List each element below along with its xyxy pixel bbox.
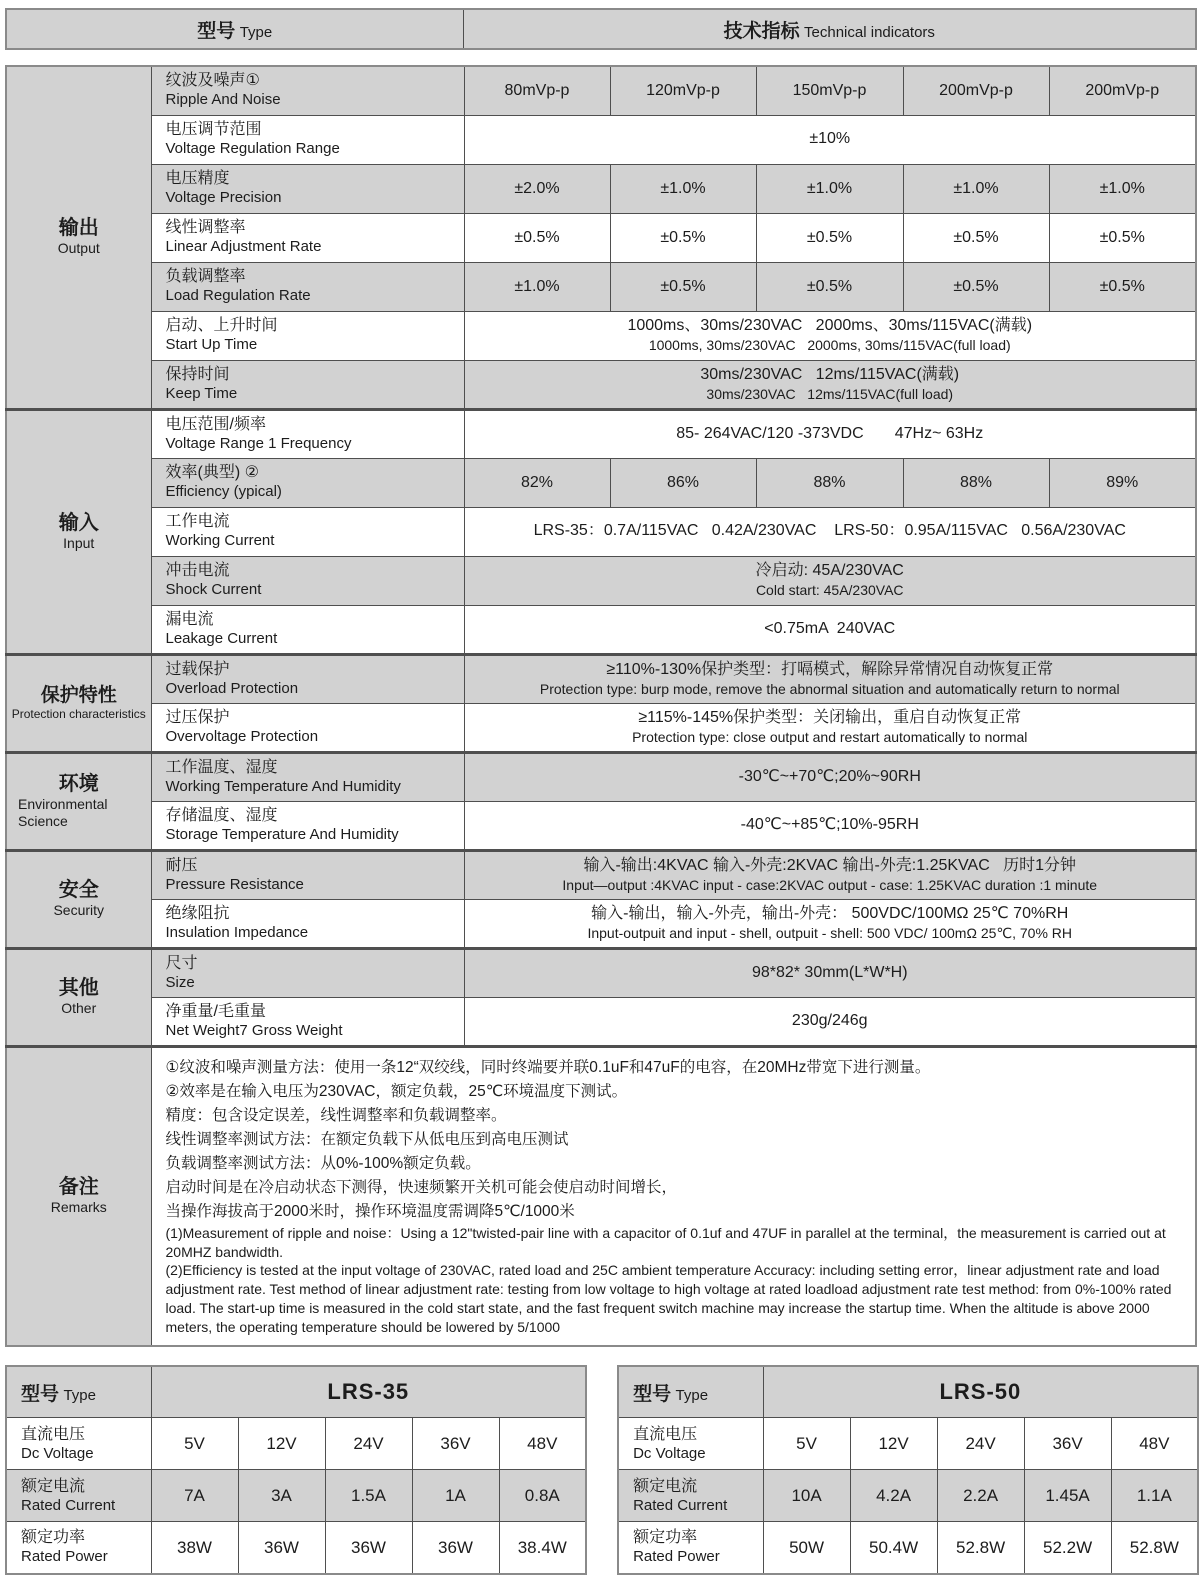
lrs35-type-en: Type: [63, 1386, 96, 1404]
lrs50-cur-label: [618, 1470, 763, 1522]
section-security: [6, 850, 151, 948]
row-size: [6, 948, 1196, 997]
lrs50-model-name: LRS-50: [763, 1366, 1198, 1418]
section-protection-en: Protection characteristics: [11, 706, 146, 721]
nw-value: [464, 997, 1196, 1046]
remark-en-1: (1)Measurement of ripple and noise：Using a 12"twisted-pair line with a capacitor of 0.1uf and 47UF in parallel at the terminal，the measurement is carried out at 20MHZ bandwidth.: [165, 1224, 1170, 1260]
section-security-zh: 安全: [58, 879, 99, 902]
lrs35-dc-0: 5V: [151, 1418, 238, 1470]
label-olp-zh: 过载保护: [165, 660, 230, 678]
sc-value-en: Cold start: 45A/230VAC: [755, 582, 904, 599]
ripple-v1: 120mVp-p: [610, 66, 756, 115]
row-load-regulation-rate: [6, 262, 1196, 311]
label-sth: [151, 801, 464, 850]
label-ripple: [151, 66, 464, 115]
label-lrr-en: Load Regulation Rate: [165, 287, 311, 305]
lrs35-cur-3: 1A: [412, 1470, 499, 1522]
section-input: [6, 409, 151, 654]
label-size-zh: 尺寸: [165, 954, 198, 972]
vrr-value-text: ±10%: [809, 130, 851, 148]
vp-v0: ±2.0%: [464, 164, 610, 213]
wth-value-text: -30℃~+70℃;20%~90RH: [738, 767, 921, 785]
row-remarks: [6, 1046, 1196, 1346]
label-size: [151, 948, 464, 997]
label-vrf-zh: 电压范围/频率: [165, 415, 266, 433]
eff-v3: 88%: [903, 458, 1049, 507]
section-environment: [6, 752, 151, 850]
lrs35-table: [5, 1365, 587, 1575]
section-protection: [6, 654, 151, 752]
olp-value: [464, 654, 1196, 703]
row-working-temperature: [6, 752, 1196, 801]
row-overload-protection: [6, 654, 1196, 703]
header-type-en: Type: [239, 23, 273, 41]
lrs50-dc-en: Dc Voltage: [633, 1444, 706, 1462]
eff-v2: 88%: [756, 458, 903, 507]
label-vp-zh: 电压精度: [165, 170, 230, 188]
section-remarks: [6, 1046, 151, 1346]
label-sc: [151, 556, 464, 605]
row-storage-temperature: [6, 801, 1196, 850]
label-olp-en: Overload Protection: [165, 679, 299, 697]
section-environment-en: Environmental Science: [18, 795, 108, 829]
lrs50-cur-3: 1.45A: [1024, 1470, 1111, 1522]
label-wth-zh: 工作温度、湿度: [165, 758, 278, 776]
lrs50-cur-4: 1.1A: [1111, 1470, 1198, 1522]
label-eff: [151, 458, 464, 507]
section-other-en: Other: [61, 1000, 97, 1017]
ovp-value-zh: ≥115%-145%保护类型：关闭输出，重启自动恢复正常: [638, 708, 1022, 726]
label-lrr: [151, 262, 464, 311]
lrs35-cur-zh: 额定电流: [21, 1477, 86, 1495]
kt-value-zh: 30ms/230VAC 12ms/115VAC(满载): [700, 365, 960, 383]
label-wc-zh: 工作电流: [165, 513, 230, 531]
lrs35-pow-4: 38.4W: [499, 1522, 586, 1574]
label-olp: [151, 654, 464, 703]
sc-value: [464, 556, 1196, 605]
row-leakage-current: [6, 605, 1196, 654]
label-vrr-zh: 电压调节范围: [165, 121, 262, 139]
lrs50-cur-en: Rated Current: [633, 1496, 728, 1514]
lrs35-dc-en: Dc Voltage: [21, 1444, 94, 1462]
sut-value-en: 1000ms, 30ms/230VAC 2000ms, 30ms/115VAC(full load): [648, 337, 1011, 354]
label-pr-en: Pressure Resistance: [165, 875, 304, 893]
label-lc-zh: 漏电流: [165, 610, 214, 628]
lrs50-pow-1: 50.4W: [850, 1522, 937, 1574]
ripple-v3: 200mVp-p: [903, 66, 1049, 115]
sut-value-zh: 1000ms、30ms/230VAC 2000ms、30ms/115VAC(满载): [627, 317, 1033, 335]
section-remarks-zh: 备注: [58, 1176, 99, 1199]
lrs35-dc-1: 12V: [238, 1418, 325, 1470]
lrr-v2: ±0.5%: [756, 262, 903, 311]
sut-value: [464, 311, 1196, 360]
label-lar-zh: 线性调整率: [165, 219, 246, 237]
header-tech-zh: 技术指标: [723, 20, 800, 42]
lrs50-dc-4: 48V: [1111, 1418, 1198, 1470]
label-nw-en: Net Weight7 Gross Weight: [165, 1021, 343, 1039]
lrs35-dc-3: 36V: [412, 1418, 499, 1470]
lrs50-dc-label: [618, 1418, 763, 1470]
label-kt: [151, 360, 464, 409]
vp-v2: ±1.0%: [756, 164, 903, 213]
remark-line-5: 负载调整率测试方法：从0%-100%额定负载。: [165, 1154, 481, 1172]
section-input-zh: 输入: [58, 511, 99, 534]
wc-value: [464, 507, 1196, 556]
model-tables: [5, 1365, 1195, 1575]
label-ripple-zh: 纹波及噪声①: [165, 72, 260, 90]
row-efficiency: [6, 458, 1196, 507]
label-ii-en: Insulation Impedance: [165, 923, 309, 941]
lrs35-dc-label: [6, 1418, 151, 1470]
pr-value-en: Input—output :4KVAC input - case:2KVAC output - case: 1.25KVAC duration :1 minute: [562, 876, 1098, 893]
label-wth: [151, 752, 464, 801]
ripple-v2: 150mVp-p: [756, 66, 903, 115]
label-ripple-en: Ripple And Noise: [165, 91, 281, 109]
label-kt-en: Keep Time: [165, 384, 238, 402]
lrs35-cur-0: 7A: [151, 1470, 238, 1522]
lrr-v0: ±1.0%: [464, 262, 610, 311]
row-voltage-precision: [6, 164, 1196, 213]
label-eff-zh: 效率(典型) ②: [165, 464, 259, 482]
label-vp: [151, 164, 464, 213]
wc-value-text: LRS-35：0.7A/115VAC 0.42A/230VAC LRS-50：0.95A/115VAC 0.56A/230VAC: [533, 522, 1126, 540]
section-protection-zh: 保护特性: [40, 684, 117, 706]
lrs35-pow-0: 38W: [151, 1522, 238, 1574]
lrs35-pow-1: 36W: [238, 1522, 325, 1574]
lrs50-pow-0: 50W: [763, 1522, 850, 1574]
remark-line-7: 当操作海拔高于2000米时，操作环境温度需调降5℃/1000米: [165, 1202, 575, 1220]
spec-table: [5, 65, 1197, 1347]
label-vrr: [151, 115, 464, 164]
ovp-value-en: Protection type: close output and restart automatically to normal: [632, 728, 1028, 745]
ovp-value: [464, 703, 1196, 752]
lrs50-pow-zh: 额定功率: [633, 1529, 698, 1547]
lrs50-cur-1: 4.2A: [850, 1470, 937, 1522]
remark-line-4: 线性调整率测试方法：在额定负载下从低电压到高电压测试: [165, 1130, 569, 1148]
sth-value-text: -40℃~+85℃;10%-95RH: [740, 815, 919, 833]
lrs35-cur-2: 1.5A: [325, 1470, 412, 1522]
remark-line-2: ②效率是在输入电压为230VAC，额定负载，25℃环境温度下测试。: [165, 1082, 628, 1100]
lrs35-type-zh: 型号: [21, 1383, 60, 1405]
header-table: [5, 8, 1197, 50]
row-voltage-range-frequency: [6, 409, 1196, 458]
label-ii: [151, 899, 464, 948]
label-nw: [151, 997, 464, 1046]
section-remarks-en: Remarks: [50, 1199, 107, 1216]
lrs35-type-cell: [6, 1366, 151, 1418]
row-voltage-regulation-range: [6, 115, 1196, 164]
section-other-zh: 其他: [58, 977, 99, 1000]
remark-line-6: 启动时间是在冷启动状态下测得，快速频繁开关机可能会使启动时间增长，: [165, 1178, 678, 1196]
label-pr-zh: 耐压: [165, 856, 198, 874]
label-vrf-en: Voltage Range 1 Frequency: [165, 434, 352, 452]
kt-value-en: 30ms/230VAC 12ms/115VAC(full load): [706, 385, 954, 402]
lrs50-type-zh: 型号: [633, 1383, 672, 1405]
lrr-v3: ±0.5%: [903, 262, 1049, 311]
label-lc: [151, 605, 464, 654]
lrs50-pow-4: 52.8W: [1111, 1522, 1198, 1574]
ii-value-zh: 输入-输出，输入-外壳，输出-外壳： 500VDC/100MΩ 25℃ 70%RH: [591, 904, 1069, 922]
pr-value: [464, 850, 1196, 899]
lrs35-pow-2: 36W: [325, 1522, 412, 1574]
label-ovp: [151, 703, 464, 752]
lrs50-cur-0: 10A: [763, 1470, 850, 1522]
label-sut: [151, 311, 464, 360]
label-vrf: [151, 409, 464, 458]
label-lc-en: Leakage Current: [165, 629, 278, 647]
vp-v1: ±1.0%: [610, 164, 756, 213]
row-linear-adjustment-rate: [6, 213, 1196, 262]
label-sut-zh: 启动、上升时间: [165, 317, 278, 335]
sth-value: [464, 801, 1196, 850]
row-pressure-resistance: [6, 850, 1196, 899]
lrs50-dc-2: 24V: [937, 1418, 1024, 1470]
row-net-weight: [6, 997, 1196, 1046]
label-ovp-zh: 过压保护: [165, 708, 230, 726]
label-lar: [151, 213, 464, 262]
nw-value-text: 230g/246g: [791, 1011, 868, 1029]
lrs50-cur-2: 2.2A: [937, 1470, 1024, 1522]
section-security-en: Security: [53, 902, 105, 919]
sc-value-zh: 冷启动: 45A/230VAC: [755, 562, 904, 580]
header-type-zh: 型号: [197, 20, 236, 42]
kt-value: [464, 360, 1196, 409]
header-tech-cell: [463, 9, 1196, 49]
lrs50-pow-3: 52.2W: [1024, 1522, 1111, 1574]
label-vp-en: Voltage Precision: [165, 189, 282, 207]
lrs35-dc-4: 48V: [499, 1418, 586, 1470]
row-ripple: [6, 66, 1196, 115]
vrr-value: [464, 115, 1196, 164]
lrs50-pow-en: Rated Power: [633, 1548, 720, 1566]
vrf-value-text: 85- 264VAC/120 -373VDC 47Hz~ 63Hz: [676, 424, 984, 442]
lrs35-pow-zh: 额定功率: [21, 1529, 86, 1547]
row-overvoltage-protection: [6, 703, 1196, 752]
lrs50-type-cell: [618, 1366, 763, 1418]
lar-v2: ±0.5%: [756, 213, 903, 262]
label-vrr-en: Voltage Regulation Range: [165, 140, 340, 158]
ripple-v0: 80mVp-p: [464, 66, 610, 115]
row-working-current: [6, 507, 1196, 556]
label-kt-zh: 保持时间: [165, 365, 230, 383]
pr-value-zh: 输入-输出:4KVAC 输入-外壳:2KVAC 输出-外壳:1.25KVAC 历时1分钟: [583, 856, 1077, 874]
remark-line-1: ①纹波和噪声测量方法：使用一条12“双绞线，同时终端要并联0.1uF和47uF的电容，在20MHz带宽下进行测量。: [165, 1058, 931, 1076]
label-wc-en: Working Current: [165, 532, 275, 550]
header-tech-en: Technical indicators: [804, 23, 935, 41]
lrs50-pow-label: [618, 1522, 763, 1574]
lrs35-cur-4: 0.8A: [499, 1470, 586, 1522]
eff-v1: 86%: [610, 458, 756, 507]
eff-v4: 89%: [1049, 458, 1196, 507]
lrs50-table: [617, 1365, 1199, 1575]
lrs50-pow-2: 52.8W: [937, 1522, 1024, 1574]
lrs50-dc-zh: 直流电压: [633, 1425, 698, 1443]
header-type-cell: [6, 9, 463, 49]
label-lar-en: Linear Adjustment Rate: [165, 238, 322, 256]
wth-value: [464, 752, 1196, 801]
lrs35-pow-3: 36W: [412, 1522, 499, 1574]
lrs35-dc-zh: 直流电压: [21, 1425, 86, 1443]
lc-value-text: <0.75mA 240VAC: [764, 619, 896, 637]
lrr-v1: ±0.5%: [610, 262, 756, 311]
lrs50-dc-1: 12V: [850, 1418, 937, 1470]
lrs35-model-name: LRS-35: [151, 1366, 586, 1418]
label-ii-zh: 绝缘阻抗: [165, 904, 230, 922]
olp-value-zh: ≥110%-130%保护类型：打嗝模式，解除异常情况自动恢复正常: [606, 660, 1054, 678]
label-wth-en: Working Temperature And Humidity: [165, 777, 401, 795]
row-keep-time: [6, 360, 1196, 409]
label-ovp-en: Overvoltage Protection: [165, 727, 319, 745]
section-output: [6, 66, 151, 409]
section-input-en: Input: [63, 534, 95, 551]
lar-v1: ±0.5%: [610, 213, 756, 262]
vp-v4: ±1.0%: [1049, 164, 1196, 213]
label-sth-en: Storage Temperature And Humidity: [165, 825, 399, 843]
size-value-text: 98*82* 30mm(L*W*H): [751, 963, 908, 981]
row-startup-time: [6, 311, 1196, 360]
lrs35-dc-2: 24V: [325, 1418, 412, 1470]
lar-v3: ±0.5%: [903, 213, 1049, 262]
eff-v0: 82%: [464, 458, 610, 507]
label-wc: [151, 507, 464, 556]
label-sc-en: Shock Current: [165, 581, 262, 599]
lrs35-pow-en: Rated Power: [21, 1548, 108, 1566]
lrs35-cur-1: 3A: [238, 1470, 325, 1522]
lc-value: [464, 605, 1196, 654]
remark-en-2: (2)Efficiency is tested at the input voltage of 230VAC, rated load and 25C ambient temperature Accuracy: including setting error，linear adjustment rate and load adjustment rate. Test method of linear adjustment rate: testing from low voltage to high voltage at rated loadload adjustment rate test method: from 0%-100% rated load. The start-up time is measured in the cold start state, and the fast frequent switch machine may increase the startup time. When the altitude is above 2000 meters, the operating temperature should be lowered by 5/1000: [165, 1262, 1176, 1336]
section-environment-zh: 环境: [58, 772, 99, 795]
label-size-en: Size: [165, 973, 195, 991]
lrs50-cur-zh: 额定电流: [633, 1477, 698, 1495]
ii-value: [464, 899, 1196, 948]
lrs35-cur-en: Rated Current: [21, 1496, 116, 1514]
section-other: [6, 948, 151, 1046]
label-sut-en: Start Up Time: [165, 336, 258, 354]
lrs50-dc-3: 36V: [1024, 1418, 1111, 1470]
label-eff-en: Efficiency (ypical): [165, 483, 282, 501]
lrs50-dc-0: 5V: [763, 1418, 850, 1470]
lrs50-type-en: Type: [675, 1386, 709, 1404]
vrf-value: [464, 409, 1196, 458]
remark-line-3: 精度：包含设定误差，线性调整率和负载调整率。: [165, 1106, 507, 1124]
label-sth-zh: 存储温度、湿度: [165, 806, 278, 824]
olp-value-en: Protection type: burp mode, remove the abnormal situation and automatically return to normal: [539, 680, 1120, 697]
label-sc-zh: 冲击电流: [165, 562, 230, 580]
lrs35-cur-label: [6, 1470, 151, 1522]
label-lrr-zh: 负载调整率: [165, 268, 246, 286]
section-output-en: Output: [57, 240, 100, 257]
lar-v0: ±0.5%: [464, 213, 610, 262]
ripple-v4: 200mVp-p: [1049, 66, 1196, 115]
vp-v3: ±1.0%: [903, 164, 1049, 213]
label-nw-zh: 净重量/毛重量: [165, 1002, 266, 1020]
ii-value-en: Input-outpuit and input - shell, outpuit - shell: 500 VDC/ 100mΩ 25℃, 70% RH: [587, 924, 1073, 941]
size-value: [464, 948, 1196, 997]
lrs35-pow-label: [6, 1522, 151, 1574]
lrr-v4: ±0.5%: [1049, 262, 1196, 311]
label-pr: [151, 850, 464, 899]
row-insulation-impedance: [6, 899, 1196, 948]
lar-v4: ±0.5%: [1049, 213, 1196, 262]
remarks-content: [151, 1046, 1196, 1346]
section-output-zh: 输出: [58, 217, 99, 240]
row-shock-current: [6, 556, 1196, 605]
